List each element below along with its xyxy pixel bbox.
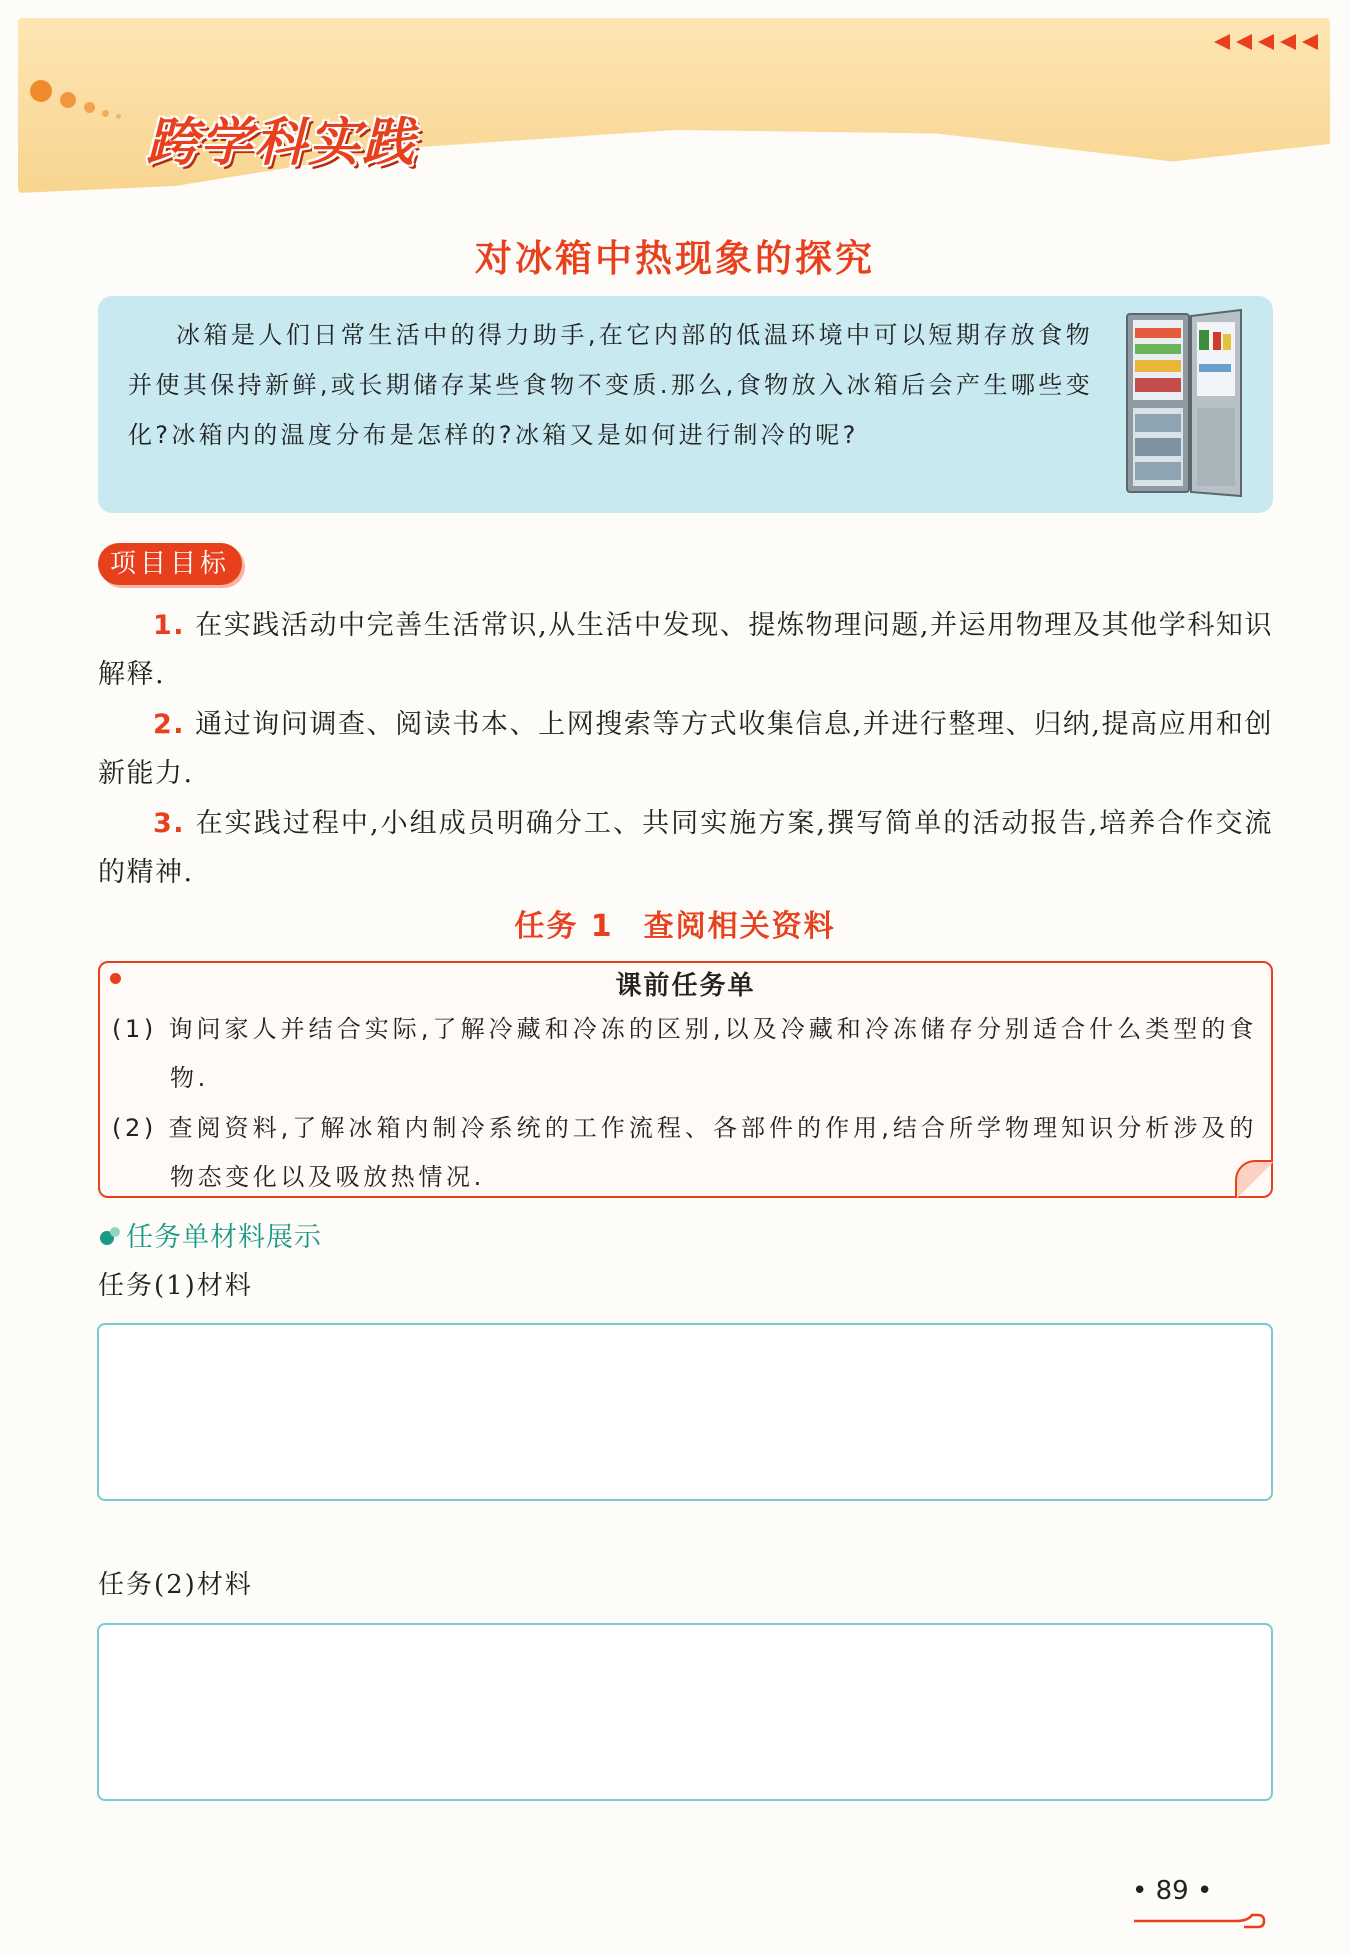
- banner-dot: [84, 102, 95, 113]
- banner-dot: [30, 80, 52, 102]
- chevron-left-icon: [1258, 34, 1274, 50]
- page-number: • 89 •: [1132, 1876, 1213, 1906]
- objectives-badge: 项目目标: [98, 543, 242, 585]
- task-title: 查阅相关资料: [643, 909, 836, 944]
- task-label: 任务 1: [514, 909, 614, 944]
- page-title: 对冰箱中热现象的探究: [475, 236, 875, 280]
- banner-title: 跨学科实践: [146, 113, 417, 173]
- objective-item-3: [98, 799, 1273, 897]
- objective-item-1: [98, 601, 1273, 699]
- task1-answer-box[interactable]: [97, 1323, 1273, 1501]
- chevron-left-icon: [1280, 34, 1296, 50]
- banner-dot: [116, 114, 121, 119]
- refrigerator-photo: [1113, 308, 1253, 498]
- double-chevron-left-icons: [1214, 34, 1318, 50]
- page-number-underline: [1132, 1912, 1266, 1930]
- objective-number: 3.: [153, 808, 186, 839]
- task2-answer-box[interactable]: [97, 1623, 1273, 1801]
- chevron-left-icon: [1236, 34, 1252, 50]
- banner-dot: [102, 110, 109, 117]
- materials-heading: [100, 1215, 322, 1254]
- chevron-left-icon: [1214, 34, 1230, 50]
- intro-text: 冰箱是人们日常生活中的得力助手,在它内部的低温环境中可以短期存放食物并使其保持新鲜,或长期储存某些食物不变质.那么,食物放入冰箱后会产生哪些变化?冰箱内的温度分布是怎样的?冰箱又是如何进行制冷的呢?: [128, 321, 1093, 449]
- task-heading: [0, 901, 1350, 945]
- objective-text: 在实践活动中完善生活常识,从生活中发现、提炼物理问题,并运用物理及其他学科知识解释.: [98, 610, 1273, 690]
- objective-item-2: [98, 700, 1273, 798]
- objective-text: 通过询问调查、阅读书本、上网搜索等方式收集信息,并进行整理、归纳,提高应用和创新能力.: [98, 709, 1273, 789]
- objective-number: 2.: [153, 709, 186, 740]
- header-banner: [18, 18, 1330, 193]
- worksheet-box: [98, 961, 1273, 1198]
- worksheet-item-2: (2) 查阅资料,了解冰箱内制冷系统的工作流程、各部件的作用,结合所学物理知识分析涉及的物态变化以及吸放热情况.: [112, 1114, 1257, 1191]
- chevron-left-icon: [1302, 34, 1318, 50]
- bubbles-icon: [100, 1225, 120, 1245]
- worksheet-title: 课前任务单: [615, 971, 756, 1001]
- task2-material-label: 任务(2)材料: [98, 1570, 253, 1600]
- banner-dot: [60, 92, 76, 108]
- task1-material-label: 任务(1)材料: [98, 1271, 253, 1301]
- objective-text: 在实践过程中,小组成员明确分工、共同实施方案,撰写简单的活动报告,培养合作交流的精神.: [98, 808, 1273, 888]
- page-curl-decoration: [1235, 1160, 1273, 1198]
- intro-box: [98, 296, 1273, 513]
- worksheet-item-1: (1) 询问家人并结合实际,了解冷藏和冷冻的区别,以及冷藏和冷冻储存分别适合什么类型的食物.: [112, 1015, 1257, 1092]
- objective-number: 1.: [153, 610, 186, 641]
- materials-heading-text: 任务单材料展示: [126, 1222, 322, 1253]
